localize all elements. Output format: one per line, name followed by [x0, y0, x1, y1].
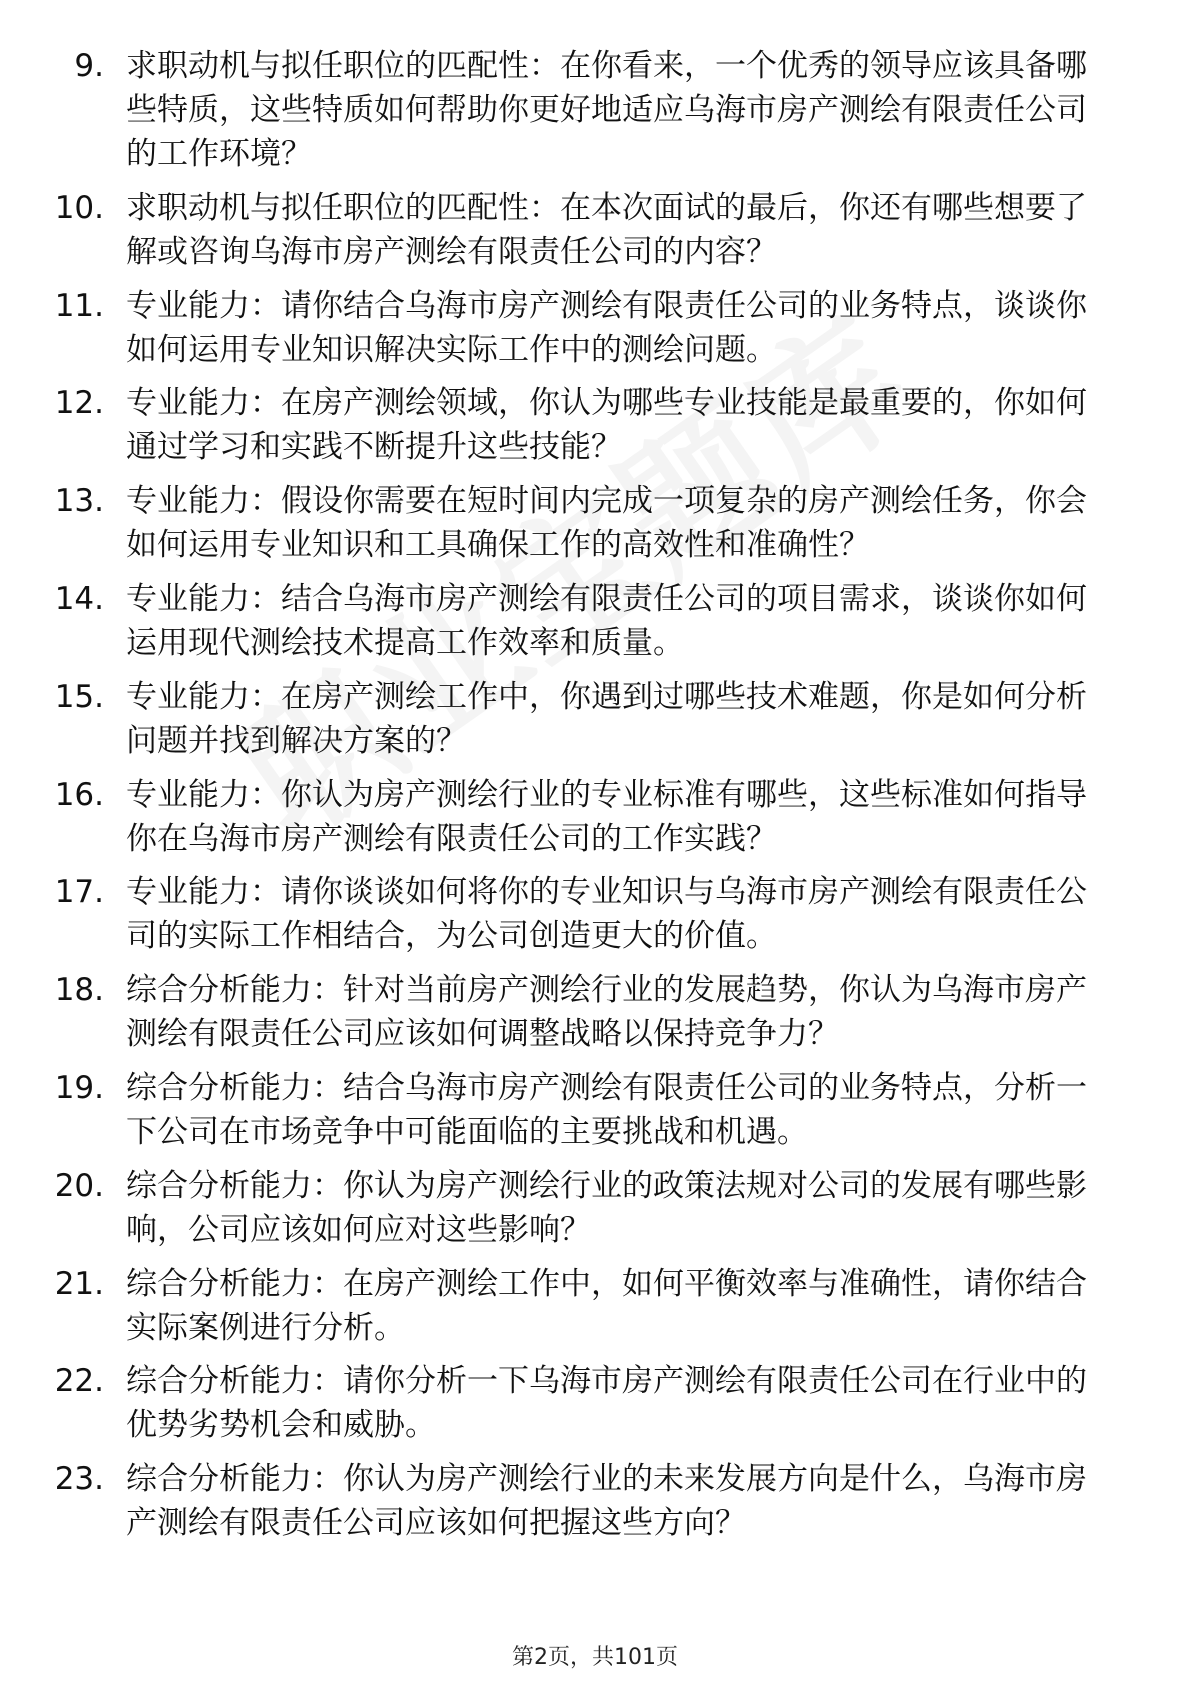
question-text: 求职动机与拟任职位的匹配性：在你看来，一个优秀的领导应该具备哪些特质，这些特质如何帮助你更好地适应乌海市房产测绘有限责任公司的工作环境？ [126, 48, 1087, 172]
question-number: 15. [54, 678, 104, 715]
question-text: 求职动机与拟任职位的匹配性：在本次面试的最后，你还有哪些想要了解或咨询乌海市房产测绘有限责任公司的内容？ [126, 189, 1087, 270]
question-text: 专业能力：在房产测绘工作中，你遇到过哪些技术难题，你是如何分析问题并找到解决方案的？ [126, 678, 1087, 759]
question-text: 专业能力：请你结合乌海市房产测绘有限责任公司的业务特点，谈谈你如何运用专业知识解决实际工作中的测绘问题。 [126, 287, 1087, 368]
question-item [0, 1457, 1106, 1545]
page-number-label: 第2页，共101页 [512, 1645, 678, 1670]
question-item [0, 1359, 1106, 1447]
question-item [0, 968, 1106, 1056]
question-text: 专业能力：你认为房产测绘行业的专业标准有哪些，这些标准如何指导你在乌海市房产测绘有限责任公司的工作实践？ [126, 776, 1087, 857]
question-text: 专业能力：结合乌海市房产测绘有限责任公司的项目需求，谈谈你如何运用现代测绘技术提高工作效率和质量。 [126, 580, 1087, 661]
question-item [0, 1164, 1106, 1252]
page-footer [0, 1640, 1190, 1671]
question-text: 专业能力：假设你需要在短时间内完成一项复杂的房产测绘任务，你会如何运用专业知识和工具确保工作的高效性和准确性？ [126, 483, 1087, 564]
question-number: 20. [54, 1167, 104, 1204]
question-number: 17. [54, 874, 104, 911]
question-item [0, 381, 1106, 469]
question-number: 21. [54, 1265, 104, 1302]
question-number: 22. [54, 1363, 104, 1400]
question-item [0, 773, 1106, 861]
question-number: 23. [54, 1461, 104, 1498]
question-text: 综合分析能力：结合乌海市房产测绘有限责任公司的业务特点，分析一下公司在市场竞争中可能面临的主要挑战和机遇。 [126, 1069, 1087, 1150]
question-number: 13. [54, 483, 104, 520]
question-text: 专业能力：请你谈谈如何将你的专业知识与乌海市房产测绘有限责任公司的实际工作相结合，为公司创造更大的价值。 [126, 874, 1087, 955]
question-text: 综合分析能力：你认为房产测绘行业的政策法规对公司的发展有哪些影响，公司应该如何应对这些影响？ [126, 1167, 1087, 1248]
question-item [0, 1066, 1106, 1154]
question-item [0, 870, 1106, 958]
question-number: 9. [74, 48, 104, 84]
question-number: 11. [54, 287, 104, 324]
question-item [0, 675, 1106, 763]
question-number: 10. [54, 189, 104, 226]
question-number: 12. [54, 385, 104, 422]
question-item [0, 577, 1106, 665]
question-text: 综合分析能力：针对当前房产测绘行业的发展趋势，你认为乌海市房产测绘有限责任公司应该如何调整战略以保持竞争力？ [126, 972, 1087, 1053]
question-item [0, 186, 1106, 274]
question-text: 综合分析能力：你认为房产测绘行业的未来发展方向是什么，乌海市房产测绘有限责任公司应该如何把握这些方向？ [126, 1461, 1087, 1542]
question-number: 14. [54, 580, 104, 617]
question-item [0, 284, 1106, 372]
question-text: 专业能力：在房产测绘领域，你认为哪些专业技能是最重要的，你如何通过学习和实践不断提升这些技能？ [126, 385, 1087, 466]
question-text: 综合分析能力：请你分析一下乌海市房产测绘有限责任公司在行业中的优势劣势机会和威胁。 [126, 1363, 1087, 1444]
question-item [0, 1262, 1106, 1350]
question-text: 综合分析能力：在房产测绘工作中，如何平衡效率与准确性，请你结合实际案例进行分析。 [126, 1265, 1087, 1346]
question-number: 16. [54, 776, 104, 813]
question-list [0, 44, 1190, 1555]
question-item [0, 479, 1106, 567]
question-item [0, 44, 1106, 176]
question-number: 18. [54, 972, 104, 1009]
question-number: 19. [54, 1069, 104, 1106]
